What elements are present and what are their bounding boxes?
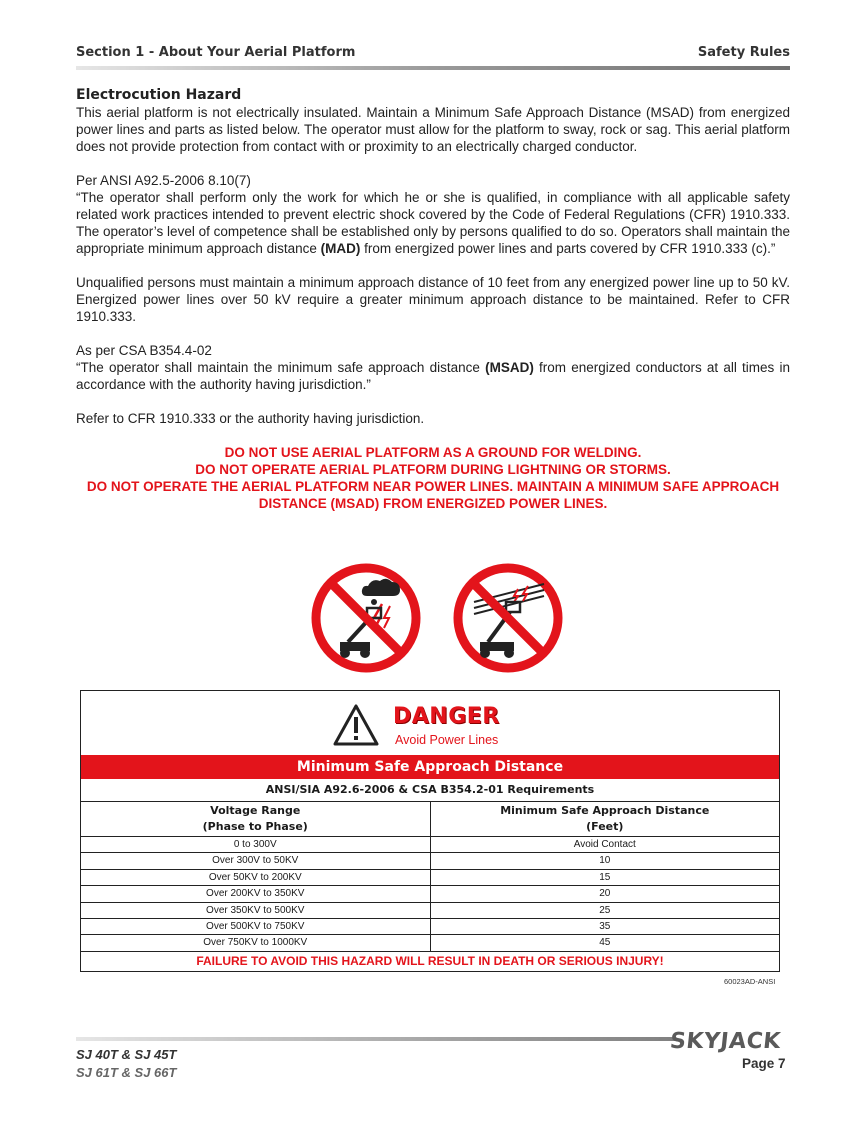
table-header-row — [81, 802, 779, 837]
voltage-cell: 0 to 300V — [81, 837, 430, 853]
warning-triangle-icon — [332, 703, 380, 747]
no-operation-in-storms-icon — [310, 562, 422, 674]
distance-cell: 45 — [430, 935, 779, 951]
refer-paragraph: Refer to CFR 1910.333 or the authority having jurisdiction. — [76, 411, 425, 426]
distance-cell: Avoid Contact — [430, 837, 779, 853]
warning-welding: DO NOT USE AERIAL PLATFORM AS A GROUND FOR WELDING. — [224, 445, 642, 460]
safety-pictograms — [310, 562, 572, 674]
ansi-reference: Per ANSI A92.5-2006 8.10(7) — [76, 173, 251, 188]
page-number: Page 7 — [742, 1056, 786, 1071]
voltage-cell: Over 500KV to 750KV — [81, 919, 430, 935]
warning-storms: DO NOT OPERATE AERIAL PLATFORM DURING LIGHTNING OR STORMS. — [195, 462, 671, 477]
table-row — [81, 919, 779, 935]
ansi-quote: “The operator shall perform only the work for which he or she is qualified, in compliance with all applicable safety related work practices intended to prevent electric shock covered by the Code of Federal Regulations (CFR) 1910.333. The operator’s level of competence shall be established only by persons qualified to do so. Operators shall maintain the appropriate minimum approach distance (MAD) from energized power lines and parts covered by CFR 1910.333 (c).” — [76, 190, 790, 256]
page-header — [76, 45, 790, 60]
csa-quote: “The operator shall maintain the minimum safe approach distance (MSAD) from energized conductors at all times in accordance with the authority having jurisdiction.” — [76, 360, 790, 392]
danger-header — [81, 691, 779, 755]
msad-table — [81, 802, 779, 952]
csa-reference: As per CSA B354.4-02 — [76, 343, 212, 358]
footer-model-line-2: SJ 61T & SJ 66T — [76, 1065, 177, 1080]
label-reference-code: 60023AD-ANSI — [724, 977, 776, 986]
voltage-cell: Over 50KV to 200KV — [81, 869, 430, 885]
msad-title-bar: Minimum Safe Approach Distance — [81, 755, 779, 779]
section-title: Section 1 - About Your Aerial Platform — [76, 45, 356, 60]
requirements-line: ANSI/SIA A92.6-2006 & CSA B354.2-01 Requirements — [81, 779, 779, 802]
no-operation-near-power-lines-icon — [452, 562, 564, 674]
distance-cell: 25 — [430, 902, 779, 918]
warning-power-lines: DO NOT OPERATE THE AERIAL PLATFORM NEAR POWER LINES. MAINTAIN A MINIMUM SAFE APPROACH DISTANCE (MSAD) FROM ENERGIZED POWER LINES. — [86, 479, 780, 511]
header-rule — [76, 66, 790, 70]
voltage-column-header: Voltage Range (Phase to Phase) — [81, 802, 430, 837]
unqualified-paragraph: Unqualified persons must maintain a minimum approach distance of 10 feet from any energized power line up to 50 kV. Energized power lines over 50 kV require a greater minimum approach distance to be maintained. Refer to CFR 1910.333. — [76, 275, 790, 324]
table-row — [81, 853, 779, 869]
footer-model-line-1: SJ 40T & SJ 45T — [76, 1047, 177, 1062]
voltage-cell: Over 200KV to 350KV — [81, 886, 430, 902]
distance-cell: 10 — [430, 853, 779, 869]
warning-block — [76, 444, 790, 512]
failure-warning: FAILURE TO AVOID THIS HAZARD WILL RESULT IN DEATH OR SERIOUS INJURY! — [196, 953, 664, 968]
main-content — [76, 87, 790, 512]
topic-title: Safety Rules — [697, 45, 790, 60]
danger-subtitle: Avoid Power Lines — [395, 733, 499, 747]
table-row — [81, 837, 779, 853]
voltage-cell: Over 350KV to 500KV — [81, 902, 430, 918]
danger-signal-word: DANGER — [393, 704, 500, 729]
distance-cell: 15 — [430, 869, 779, 885]
distance-cell: 20 — [430, 886, 779, 902]
voltage-cell: Over 750KV to 1000KV — [81, 935, 430, 951]
intro-paragraph: This aerial platform is not electrically insulated. Maintain a Minimum Safe Approach Distance (MSAD) from energized power lines and parts as listed below. The operator must allow for the platform to sway, rock or sag. This aerial platform does not provide protection from contact with or proximity to an electrically charged conductor. — [76, 105, 790, 154]
section-heading: Electrocution Hazard — [76, 87, 242, 103]
table-row — [81, 869, 779, 885]
table-row — [81, 935, 779, 951]
danger-table-panel — [80, 690, 780, 972]
distance-cell: 35 — [430, 919, 779, 935]
footer-rule — [76, 1037, 676, 1041]
distance-column-header: Minimum Safe Approach Distance (Feet) — [430, 802, 779, 837]
table-row — [81, 886, 779, 902]
skyjack-logo: SKYJACK — [668, 1029, 783, 1054]
voltage-cell: Over 300V to 50KV — [81, 853, 430, 869]
table-row — [81, 902, 779, 918]
